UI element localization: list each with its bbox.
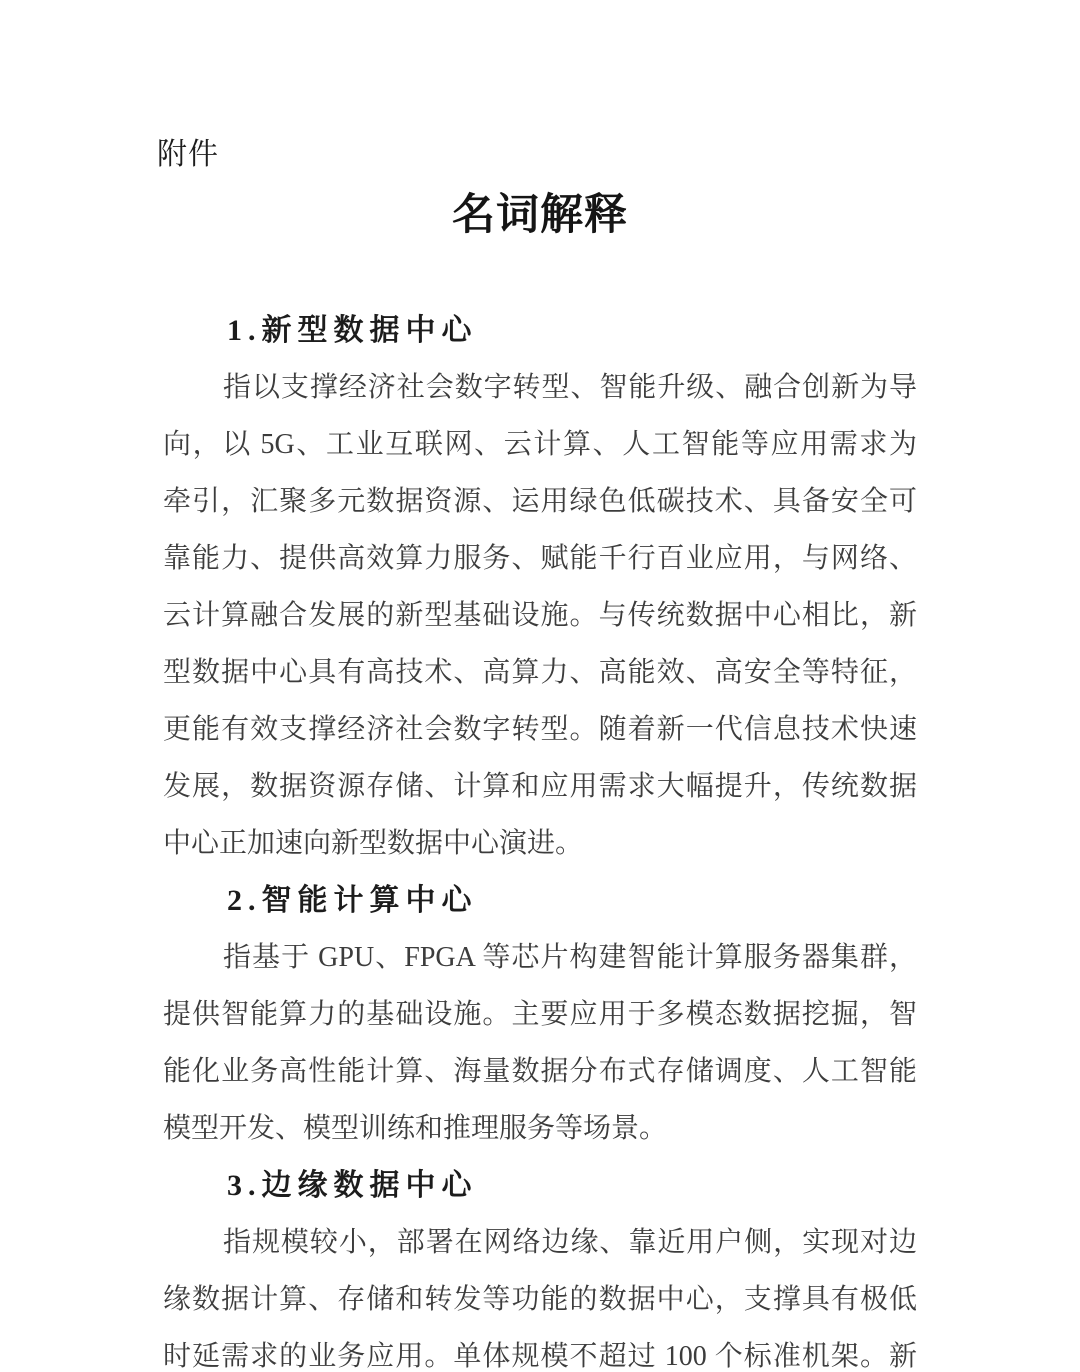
paragraph-line: 指规模较小，部署在网络边缘、靠近用户侧，实现对边: [223, 1227, 917, 1258]
section-2-heading: 2.智能计算中心: [227, 884, 478, 917]
paragraph-line: 发展，数据资源存储、计算和应用需求大幅提升，传统数据: [163, 771, 917, 802]
document-title: 名词解释: [452, 191, 628, 239]
paragraph-line: 指基于 GPU、FPGA 等芯片构建智能计算服务器集群，: [223, 942, 917, 973]
paragraph-line: 时延需求的业务应用。单体规模不超过 100 个标准机架。新: [163, 1341, 917, 1372]
paragraph-line: 模型开发、模型训练和推理服务等场景。: [163, 1113, 668, 1144]
paragraph-line: 缘数据计算、存储和转发等功能的数据中心，支撑具有极低: [163, 1284, 917, 1315]
section-1-heading: 1.新型数据中心: [227, 314, 478, 347]
document-body: [163, 302, 917, 1372]
paragraph-line: 指以支撑经济社会数字转型、智能升级、融合创新为导: [223, 372, 917, 403]
paragraph-line: 牵引，汇聚多元数据资源、运用绿色低碳技术、具备安全可: [163, 486, 917, 517]
paragraph-line: 向，以 5G、工业互联网、云计算、人工智能等应用需求为: [163, 429, 917, 460]
paragraph-line: 型数据中心具有高技术、高算力、高能效、高安全等特征，: [163, 657, 917, 688]
paragraph-line: 云计算融合发展的新型基础设施。与传统数据中心相比，新: [163, 600, 917, 631]
paragraph-line: 靠能力、提供高效算力服务、赋能千行百业应用，与网络、: [163, 543, 917, 574]
paragraph-line: 更能有效支撑经济社会数字转型。随着新一代信息技术快速: [163, 714, 917, 745]
section-3-heading: 3.边缘数据中心: [227, 1169, 478, 1202]
paragraph-line: 能化业务高性能计算、海量数据分布式存储调度、人工智能: [163, 1056, 917, 1087]
paragraph-line: 中心正加速向新型数据中心演进。: [163, 828, 584, 859]
attachment-label: 附件: [157, 138, 219, 171]
paragraph-line: 提供智能算力的基础设施。主要应用于多模态数据挖掘，智: [163, 999, 917, 1030]
